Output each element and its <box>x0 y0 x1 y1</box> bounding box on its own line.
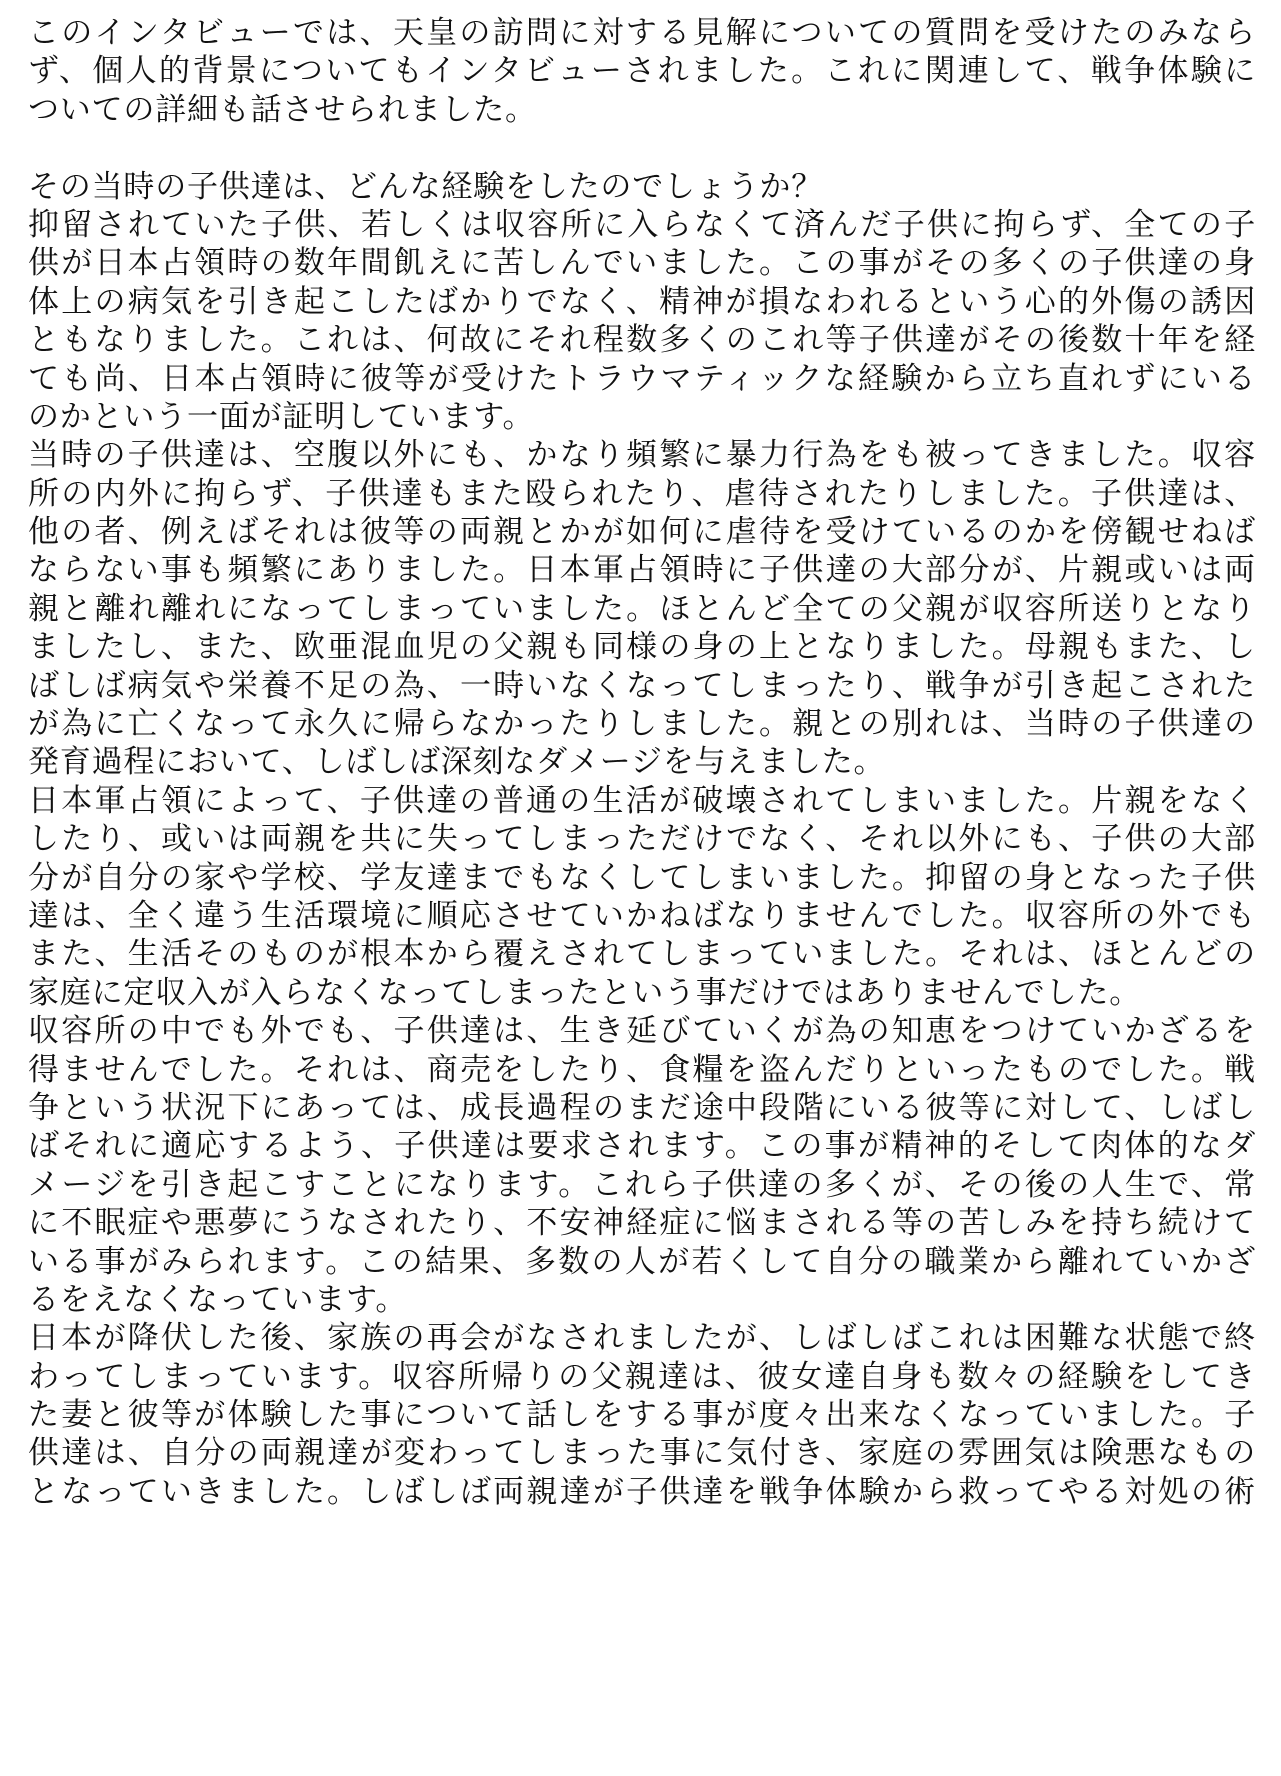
text-line: いる事がみられます。この結果、多数の人が若くして自分の職業から離れていかざ <box>28 1243 1256 1280</box>
text-line: 所の内外に拘らず、子供達もまた殴られたり、虐待されたりしました。子供達は、 <box>28 475 1256 512</box>
text-line: ばしば病気や栄養不足の為、一時いなくなってしまったり、戦争が引き起こされた <box>28 667 1256 704</box>
text-line: 分が自分の家や学校、学友達までもなくしてしまいました。抑留の身となった子供 <box>28 859 1256 896</box>
text-line: 供達は、自分の両親達が変わってしまった事に気付き、家庭の雰囲気は険悪なもの <box>28 1435 1256 1472</box>
intro-paragraph <box>28 14 1256 129</box>
text-line: メージを引き起こすことになります。これら子供達の多くが、その後の人生で、常 <box>28 1166 1256 1203</box>
text-line: るをえなくなっています。 <box>28 1281 408 1318</box>
paragraph <box>28 436 1256 782</box>
text-line: 他の者、例えばそれは彼等の両親とかが如何に虐待を受けているのかを傍観せねば <box>28 514 1256 551</box>
text-line: ましたし、また、欧亜混血児の父親も同様の身の上となりました。母親もまた、し <box>28 629 1256 666</box>
paragraph <box>28 1319 1256 1511</box>
text-line: ついての詳細も話させられました。 <box>28 91 537 128</box>
text-line: このインタビューでは、天皇の訪問に対する見解についての質問を受けたのみなら <box>28 15 1256 51</box>
text-line: 当時の子供達は、空腹以外にも、かなり頻繁に暴力行為をも被ってきました。収容 <box>28 437 1256 474</box>
text-line: ても尚、日本占領時に彼等が受けたトラウマティックな経験から立ち直れずにいる <box>28 360 1256 397</box>
text-line: 抑留されていた子供、若しくは収容所に入らなくて済んだ子供に拘らず、全ての子 <box>28 206 1256 243</box>
text-line: が為に亡くなって永久に帰らなかったりしました。親との別れは、当時の子供達の <box>28 706 1256 743</box>
question-heading <box>28 168 1256 206</box>
text-line: に不眠症や悪夢にうなされたり、不安神経症に悩まされる等の苦しみを持ち続けて <box>28 1205 1256 1242</box>
text-line: 親と離れ離れになってしまっていました。ほとんど全ての父親が収容所送りとなり <box>28 590 1256 627</box>
text-line: のかという一面が証明しています。 <box>28 398 535 435</box>
text-line: 日本軍占領によって、子供達の普通の生活が破壊されてしまいました。片親をなく <box>28 782 1256 819</box>
paragraph <box>28 782 1256 1012</box>
text-line: ばそれに適応するよう、子供達は要求されます。この事が精神的そして肉体的なダ <box>28 1128 1256 1165</box>
text-line: 供が日本占領時の数年間飢えに苦しんでいました。この事がその多くの子供達の身 <box>28 245 1256 282</box>
text-line: 家庭に定収入が入らなくなってしまったという事だけではありませんでした。 <box>28 974 1141 1011</box>
text-line: となっていきました。しばしば両親達が子供達を戦争体験から救ってやる対処の術 <box>28 1473 1256 1510</box>
text-line: 達は、全く違う生活環境に順応させていかねばなりませんでした。収容所の外でも <box>28 897 1256 934</box>
text-line: ともなりました。これは、何故にそれ程数多くのこれ等子供達がその後数十年を経 <box>28 322 1256 359</box>
text-line: また、生活そのものが根本から覆えされてしまっていました。それは、ほとんどの <box>28 936 1256 973</box>
text-line: 体上の病気を引き起こしたばかりでなく、精神が損なわれるという心的外傷の誘因 <box>28 283 1256 320</box>
text-line: したり、或いは両親を共に失ってしまっただけでなく、それ以外にも、子供の大部 <box>28 821 1256 858</box>
text-line: 収容所の中でも外でも、子供達は、生き延びていくが為の知恵をつけていかざるを <box>28 1013 1256 1050</box>
text-line: わってしまっています。収容所帰りの父親達は、彼女達自身も数々の経験をしてき <box>28 1358 1256 1395</box>
paragraph <box>28 1012 1256 1319</box>
document-page <box>28 14 1256 1511</box>
text-line: 発育過程において、しばしば深刻なダメージを与えました。 <box>28 744 886 781</box>
paragraph <box>28 206 1256 436</box>
text-line: 争という状況下にあっては、成長過程のまだ途中段階にいる彼等に対して、しばし <box>28 1089 1256 1126</box>
blank-line <box>28 129 1256 167</box>
text-line: ならない事も頻繁にありました。日本軍占領時に子供達の大部分が、片親或いは両 <box>28 552 1256 589</box>
text-line: ず、個人的背景についてもインタビューされました。これに関連して、戦争体験に <box>28 53 1256 90</box>
text-line: た妻と彼等が体験した事について話しをする事が度々出来なくなっていました。子 <box>28 1397 1256 1434</box>
text-line: 得ませんでした。それは、商売をしたり、食糧を盗んだりといったものでした。戦 <box>28 1051 1256 1088</box>
question-text: その当時の子供達は、どんな経験をしたのでしょうか？ <box>28 168 823 205</box>
text-line: 日本が降伏した後、家族の再会がなされましたが、しばしばこれは困難な状態で終 <box>28 1320 1256 1357</box>
